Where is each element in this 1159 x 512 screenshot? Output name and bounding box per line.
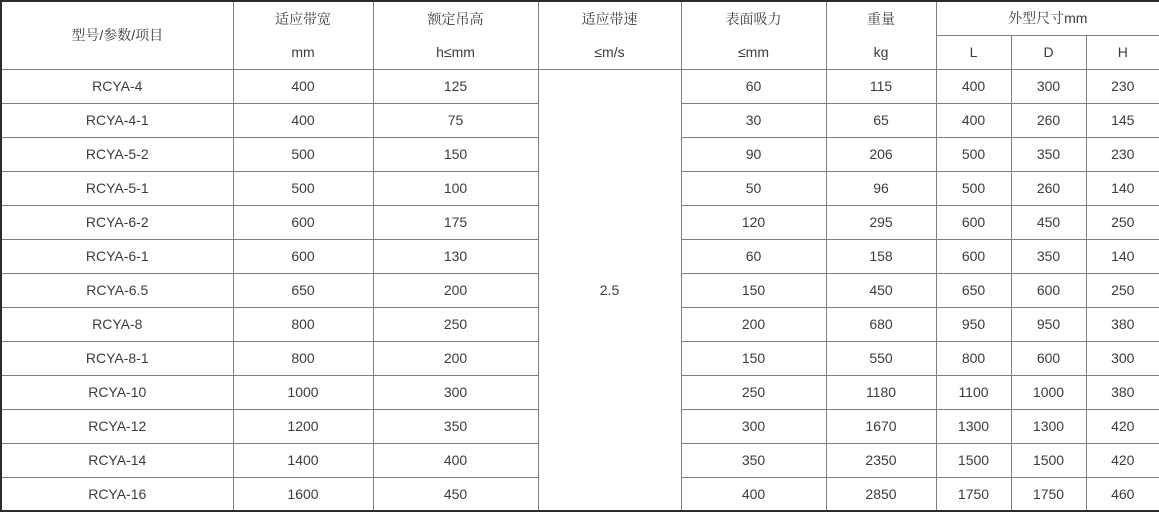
cell-band-width: 400 [233, 69, 373, 103]
cell-suction: 200 [681, 307, 826, 341]
header-model: 型号/参数/项目 [1, 1, 233, 69]
cell-model: RCYA-10 [1, 375, 233, 409]
cell-suction: 120 [681, 205, 826, 239]
cell-weight: 680 [826, 307, 936, 341]
cell-dim-h: 300 [1086, 341, 1159, 375]
cell-band-width: 600 [233, 205, 373, 239]
table-body [1, 69, 1159, 511]
cell-lift-height: 350 [373, 409, 538, 443]
cell-weight: 158 [826, 239, 936, 273]
cell-lift-height: 175 [373, 205, 538, 239]
cell-dim-l: 1500 [936, 443, 1011, 477]
cell-dim-l: 600 [936, 239, 1011, 273]
header-belt-speed [538, 1, 681, 69]
cell-band-width: 600 [233, 239, 373, 273]
header-row-1 [1, 1, 1159, 35]
cell-weight: 2350 [826, 443, 936, 477]
cell-dim-d: 600 [1011, 273, 1086, 307]
header-suction-unit: ≤mm [737, 43, 769, 60]
table-row [1, 69, 1159, 103]
cell-dim-l: 600 [936, 205, 1011, 239]
cell-model: RCYA-4-1 [1, 103, 233, 137]
cell-model: RCYA-4 [1, 69, 233, 103]
cell-dim-d: 1750 [1011, 477, 1086, 511]
cell-model: RCYA-12 [1, 409, 233, 443]
cell-band-width: 800 [233, 307, 373, 341]
cell-dim-l: 500 [936, 171, 1011, 205]
header-band-width-label: 适应带宽 [275, 10, 331, 27]
cell-model: RCYA-8-1 [1, 341, 233, 375]
header-dim-l: L [936, 35, 1011, 69]
cell-dim-h: 420 [1086, 409, 1159, 443]
cell-band-width: 500 [233, 171, 373, 205]
cell-weight: 115 [826, 69, 936, 103]
header-dimensions: 外型尺寸mm [936, 1, 1159, 35]
cell-lift-height: 200 [373, 341, 538, 375]
cell-model: RCYA-16 [1, 477, 233, 511]
cell-dim-h: 460 [1086, 477, 1159, 511]
header-suction [681, 1, 826, 69]
cell-suction: 30 [681, 103, 826, 137]
cell-band-width: 1200 [233, 409, 373, 443]
cell-lift-height: 150 [373, 137, 538, 171]
cell-dim-d: 1000 [1011, 375, 1086, 409]
cell-dim-h: 145 [1086, 103, 1159, 137]
header-band-width [233, 1, 373, 69]
header-lift-height [373, 1, 538, 69]
cell-model: RCYA-5-2 [1, 137, 233, 171]
cell-model: RCYA-6.5 [1, 273, 233, 307]
cell-lift-height: 125 [373, 69, 538, 103]
cell-suction: 150 [681, 273, 826, 307]
cell-lift-height: 250 [373, 307, 538, 341]
cell-dim-d: 450 [1011, 205, 1086, 239]
cell-dim-l: 500 [936, 137, 1011, 171]
cell-dim-h: 140 [1086, 171, 1159, 205]
cell-dim-l: 1750 [936, 477, 1011, 511]
cell-model: RCYA-6-1 [1, 239, 233, 273]
header-belt-speed-unit: ≤m/s [594, 43, 625, 60]
cell-suction: 50 [681, 171, 826, 205]
cell-weight: 1670 [826, 409, 936, 443]
header-suction-label: 表面吸力 [725, 10, 782, 27]
cell-dim-d: 300 [1011, 69, 1086, 103]
header-lift-height-unit: h≤mm [436, 43, 475, 60]
cell-dim-d: 1300 [1011, 409, 1086, 443]
cell-dim-d: 260 [1011, 171, 1086, 205]
cell-band-width: 400 [233, 103, 373, 137]
header-belt-speed-label: 适应带速 [581, 10, 638, 27]
cell-dim-h: 140 [1086, 239, 1159, 273]
cell-lift-height: 75 [373, 103, 538, 137]
header-dim-h: H [1086, 35, 1159, 69]
cell-band-width: 800 [233, 341, 373, 375]
cell-dim-h: 250 [1086, 273, 1159, 307]
cell-dim-l: 650 [936, 273, 1011, 307]
cell-dim-d: 600 [1011, 341, 1086, 375]
cell-band-width: 1000 [233, 375, 373, 409]
cell-weight: 65 [826, 103, 936, 137]
cell-lift-height: 100 [373, 171, 538, 205]
cell-weight: 450 [826, 273, 936, 307]
cell-dim-l: 400 [936, 103, 1011, 137]
cell-weight: 2850 [826, 477, 936, 511]
cell-suction: 350 [681, 443, 826, 477]
header-dim-d: D [1011, 35, 1086, 69]
header-weight [826, 1, 936, 69]
cell-belt-speed-merged: 2.5 [538, 69, 681, 511]
cell-dim-h: 230 [1086, 69, 1159, 103]
cell-band-width: 650 [233, 273, 373, 307]
cell-suction: 150 [681, 341, 826, 375]
cell-suction: 250 [681, 375, 826, 409]
cell-dim-l: 800 [936, 341, 1011, 375]
cell-lift-height: 450 [373, 477, 538, 511]
cell-weight: 1180 [826, 375, 936, 409]
header-lift-height-label: 额定吊高 [427, 10, 484, 27]
cell-lift-height: 300 [373, 375, 538, 409]
cell-dim-l: 1100 [936, 375, 1011, 409]
header-weight-label: 重量 [867, 10, 895, 27]
cell-dim-d: 260 [1011, 103, 1086, 137]
cell-lift-height: 130 [373, 239, 538, 273]
cell-dim-d: 350 [1011, 137, 1086, 171]
cell-suction: 300 [681, 409, 826, 443]
cell-dim-l: 1300 [936, 409, 1011, 443]
cell-dim-l: 950 [936, 307, 1011, 341]
cell-suction: 90 [681, 137, 826, 171]
cell-suction: 400 [681, 477, 826, 511]
cell-lift-height: 400 [373, 443, 538, 477]
cell-dim-h: 420 [1086, 443, 1159, 477]
cell-suction: 60 [681, 239, 826, 273]
cell-band-width: 1400 [233, 443, 373, 477]
cell-weight: 96 [826, 171, 936, 205]
cell-dim-h: 380 [1086, 375, 1159, 409]
header-band-width-unit: mm [291, 43, 315, 60]
cell-model: RCYA-5-1 [1, 171, 233, 205]
cell-dim-d: 950 [1011, 307, 1086, 341]
cell-dim-h: 380 [1086, 307, 1159, 341]
cell-dim-h: 230 [1086, 137, 1159, 171]
cell-dim-l: 400 [936, 69, 1011, 103]
cell-model: RCYA-6-2 [1, 205, 233, 239]
cell-band-width: 1600 [233, 477, 373, 511]
cell-weight: 295 [826, 205, 936, 239]
cell-weight: 550 [826, 341, 936, 375]
cell-suction: 60 [681, 69, 826, 103]
cell-dim-h: 250 [1086, 205, 1159, 239]
cell-band-width: 500 [233, 137, 373, 171]
cell-dim-d: 350 [1011, 239, 1086, 273]
cell-lift-height: 200 [373, 273, 538, 307]
cell-dim-d: 1500 [1011, 443, 1086, 477]
cell-model: RCYA-8 [1, 307, 233, 341]
table-header [1, 1, 1159, 69]
header-weight-unit: kg [873, 43, 889, 60]
cell-model: RCYA-14 [1, 443, 233, 477]
cell-weight: 206 [826, 137, 936, 171]
